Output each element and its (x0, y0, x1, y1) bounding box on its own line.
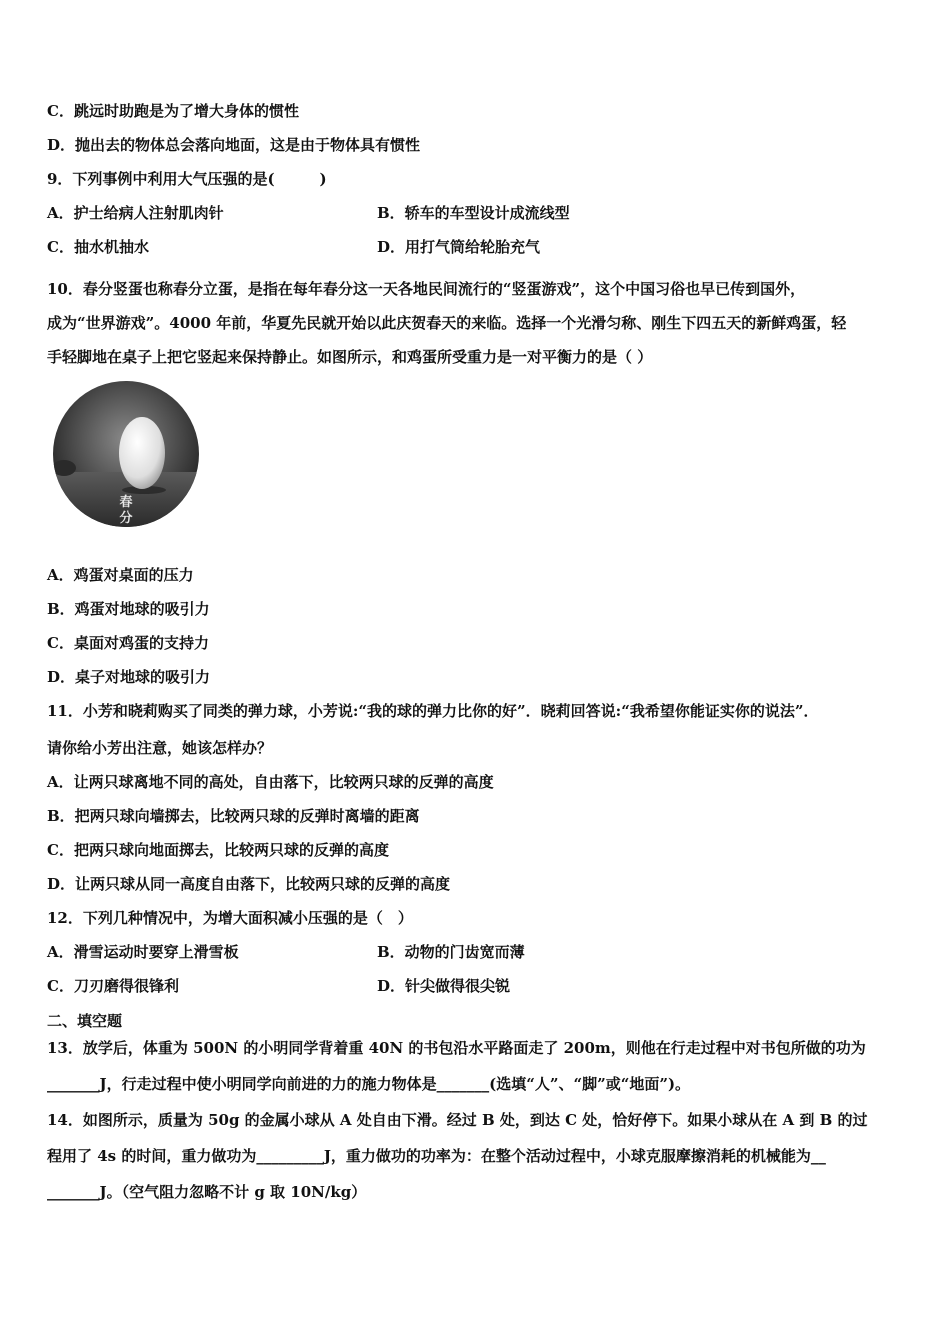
photo-caption-2: 分 (119, 511, 133, 526)
q11-stem-line2: 请你给小芳出注意，她该怎样办？ (47, 739, 273, 757)
q12-option-c: C．刀刃磨得很锋利 (47, 977, 179, 995)
q13-stem-line1: 13．放学后，体重为 500N 的小明同学背着重 40N 的书包沿水平路面走了 200m，则他在行走过程中对书包所做的功为 (47, 1039, 866, 1057)
q9-option-b: B．轿车的车型设计成流线型 (377, 204, 570, 222)
q10-stem-line1: 10．春分竖蛋也称春分立蛋，是指在每年春分这一天各地民间流行的“竖蛋游戏”，这个中国习俗也早已传到国外， (47, 280, 806, 298)
photo-caption-1: 春 (119, 495, 133, 510)
q8-option-d: D．抛出去的物体总会落向地面，这是由于物体具有惯性 (47, 136, 421, 154)
section-heading: 二、填空题 (47, 1012, 123, 1030)
q11-option-c: C．把两只球向地面掷去，比较两只球的反弹的高度 (47, 841, 389, 859)
q14-stem-line1: 14．如图所示，质量为 50g 的金属小球从 A 处自由下滑。经过 B 处，到达 C 处，恰好停下。如果小球从在 A 到 B 的过 (47, 1111, 868, 1129)
q9-stem: 9．下列事例中利用大气压强的是( ) (47, 170, 327, 188)
q10-option-a: A．鸡蛋对桌面的压力 (47, 566, 194, 584)
q14-stem-line2: 程用了 4s 的时间，重力做功为_________J，重力做功的功率为：在整个活动过程中，小球克服摩擦消耗的机械能为__ (47, 1147, 826, 1165)
q11-stem-line1: 11．小芳和晓莉购买了同类的弹力球，小芳说:“我的球的弹力比你的好”．晓莉回答说:“我希望你能证实你的说法”． (47, 702, 819, 720)
q14-stem-line3: _______J。（空气阻力忽略不计 g 取 10N/kg） (47, 1183, 367, 1201)
q12-option-a: A．滑雪运动时要穿上滑雪板 (47, 943, 239, 961)
q12-option-b: B．动物的门齿宽而薄 (377, 943, 525, 961)
q10-option-b: B．鸡蛋对地球的吸引力 (47, 600, 210, 618)
q9-option-d: D．用打气筒给轮胎充气 (377, 238, 541, 256)
q10-option-d: D．桌子对地球的吸引力 (47, 668, 211, 686)
q9-option-a: A．护士给病人注射肌肉针 (47, 204, 224, 222)
q11-option-a: A．让两只球离地不同的高处，自由落下，比较两只球的反弹的高度 (47, 773, 494, 791)
q12-stem: 12．下列几种情况中，为增大面积减小压强的是（ ） (47, 909, 413, 927)
egg-photo (52, 380, 200, 528)
q10-stem-line2: 成为“世界游戏”。4000 年前，华夏先民就开始以此庆贺春天的来临。选择一个光滑匀称、刚生下四五天的新鲜鸡蛋，轻 (47, 314, 847, 332)
q8-option-c: C．跳远时助跑是为了增大身体的惯性 (47, 102, 299, 120)
q9-option-c: C．抽水机抽水 (47, 238, 149, 256)
q11-option-d: D．让两只球从同一高度自由落下，比较两只球的反弹的高度 (47, 875, 451, 893)
q10-option-c: C．桌面对鸡蛋的支持力 (47, 634, 209, 652)
q10-stem-line3: 手轻脚地在桌子上把它竖起来保持静止。如图所示，和鸡蛋所受重力是一对平衡力的是（ ） (47, 348, 653, 366)
q13-stem-line2: _______J，行走过程中使小明同学向前进的力的施力物体是_______(选填“人”、“脚”或“地面”)。 (47, 1075, 691, 1093)
q11-option-b: B．把两只球向墙掷去，比较两只球的反弹时离墙的距离 (47, 807, 420, 825)
q12-option-d: D．针尖做得很尖锐 (377, 977, 511, 995)
